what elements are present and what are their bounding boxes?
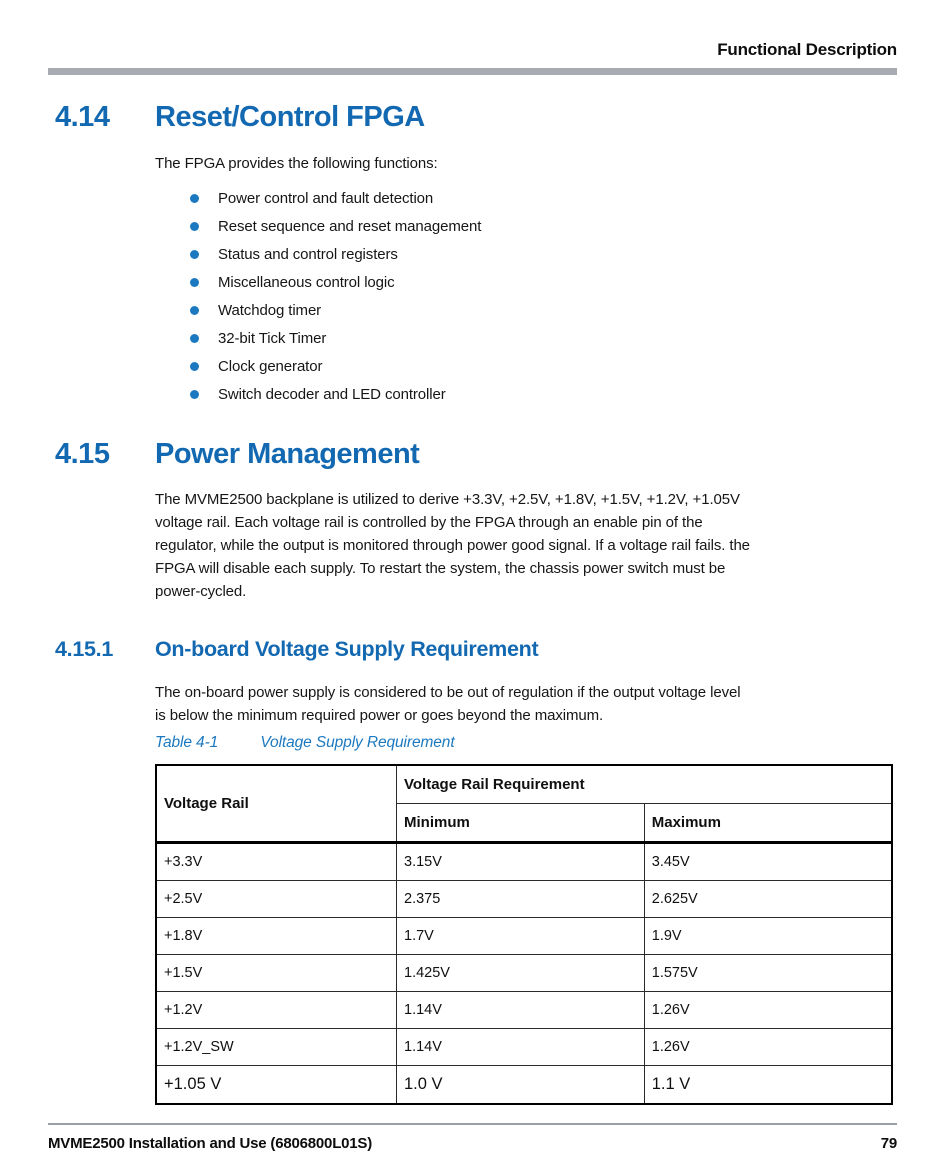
- paragraph-line: is below the minimum required power or goes beyond the maximum.: [155, 707, 604, 724]
- section-title: On-board Voltage Supply Requirement: [155, 637, 539, 661]
- section-heading-4-15-1: [55, 637, 538, 662]
- paragraph-line: The MVME2500 backplane is utilized to derive +3.3V, +2.5V, +1.8V, +1.5V, +1.2V, +1.05V: [155, 491, 740, 508]
- section-title: Reset/Control FPGA: [155, 101, 425, 133]
- cell-voltage-rail: +2.5V: [156, 881, 397, 918]
- bullet-dot-icon: [190, 390, 199, 399]
- table-row: [156, 992, 892, 1029]
- cell-minimum: 1.425V: [397, 955, 645, 992]
- running-header: [48, 40, 897, 60]
- cell-minimum: 1.14V: [397, 1029, 645, 1066]
- header-divider-bar: [48, 68, 897, 75]
- cell-voltage-rail: +1.05 V: [156, 1066, 397, 1105]
- table-header-row: [156, 765, 892, 804]
- list-item: [190, 268, 481, 296]
- list-item-label: Watchdog timer: [218, 301, 322, 319]
- cell-minimum: 2.375: [397, 881, 645, 918]
- page-footer: [48, 1135, 897, 1152]
- list-item: [190, 352, 481, 380]
- table-caption: [155, 734, 455, 752]
- cell-maximum: 2.625V: [644, 881, 892, 918]
- paragraph-line: The on-board power supply is considered to be out of regulation if the output voltage level: [155, 684, 741, 701]
- footer-document-title: MVME2500 Installation and Use (6806800L01S): [48, 1135, 373, 1152]
- table-row: [156, 918, 892, 955]
- cell-maximum: 1.26V: [644, 1029, 892, 1066]
- cell-minimum: 1.7V: [397, 918, 645, 955]
- table-row: [156, 955, 892, 992]
- cell-maximum: 1.26V: [644, 992, 892, 1029]
- bullet-dot-icon: [190, 362, 199, 371]
- list-item: [190, 184, 481, 212]
- column-header-maximum: Maximum: [644, 804, 892, 843]
- column-header-minimum: Minimum: [397, 804, 645, 843]
- voltage-supply-table: [155, 764, 893, 1105]
- bullet-dot-icon: [190, 222, 199, 231]
- fpga-functions-list: [190, 184, 481, 408]
- bullet-dot-icon: [190, 278, 199, 287]
- paragraph-line: voltage rail. Each voltage rail is controlled by the FPGA through an enable pin of the: [155, 514, 703, 531]
- cell-maximum: 1.575V: [644, 955, 892, 992]
- table-row: [156, 1066, 892, 1105]
- list-item-label: Miscellaneous control logic: [218, 273, 395, 291]
- table-row: [156, 843, 892, 881]
- list-item-label: Status and control registers: [218, 245, 398, 263]
- list-item: [190, 212, 481, 240]
- running-header-title: Functional Description: [717, 40, 897, 59]
- table-caption-title: Voltage Supply Requirement: [260, 734, 455, 751]
- cell-voltage-rail: +1.8V: [156, 918, 397, 955]
- bullet-dot-icon: [190, 194, 199, 203]
- cell-maximum: 1.1 V: [644, 1066, 892, 1105]
- cell-minimum: 3.15V: [397, 843, 645, 881]
- section-number: 4.15: [55, 438, 110, 470]
- footer-divider-line: [48, 1123, 897, 1125]
- list-item-label: 32-bit Tick Timer: [218, 329, 327, 347]
- list-item-label: Clock generator: [218, 357, 323, 375]
- list-item-label: Reset sequence and reset management: [218, 217, 482, 235]
- footer-page-number: 79: [880, 1135, 897, 1152]
- table-caption-label: Table 4-1: [155, 734, 219, 751]
- list-item-label: Power control and fault detection: [218, 189, 434, 207]
- cell-voltage-rail: +1.2V_SW: [156, 1029, 397, 1066]
- column-header-voltage-rail: Voltage Rail: [156, 765, 397, 843]
- list-item: [190, 240, 481, 268]
- cell-voltage-rail: +1.5V: [156, 955, 397, 992]
- list-item: [190, 296, 481, 324]
- section-title: Power Management: [155, 438, 420, 470]
- cell-voltage-rail: +3.3V: [156, 843, 397, 881]
- group-header-voltage-rail-requirement: Voltage Rail Requirement: [397, 765, 893, 804]
- cell-voltage-rail: +1.2V: [156, 992, 397, 1029]
- section-number: 4.15.1: [55, 637, 113, 661]
- paragraph-line: FPGA will disable each supply. To restart the system, the chassis power switch must be: [155, 560, 726, 577]
- list-item: [190, 380, 481, 408]
- cell-minimum: 1.14V: [397, 992, 645, 1029]
- table-row: [156, 881, 892, 918]
- bullet-dot-icon: [190, 250, 199, 259]
- bullet-dot-icon: [190, 306, 199, 315]
- cell-maximum: 3.45V: [644, 843, 892, 881]
- section-4-14-intro: The FPGA provides the following functions:: [155, 155, 438, 172]
- paragraph-line: power-cycled.: [155, 583, 247, 600]
- list-item: [190, 324, 481, 352]
- table-row: [156, 1029, 892, 1066]
- bullet-dot-icon: [190, 334, 199, 343]
- section-4-15-1-paragraph: [155, 681, 900, 727]
- section-heading-4-14: [55, 101, 425, 134]
- section-number: 4.14: [55, 101, 110, 133]
- list-item-label: Switch decoder and LED controller: [218, 385, 446, 403]
- cell-maximum: 1.9V: [644, 918, 892, 955]
- section-4-15-paragraph: [155, 488, 900, 603]
- section-heading-4-15: [55, 438, 419, 471]
- cell-minimum: 1.0 V: [397, 1066, 645, 1105]
- paragraph-line: regulator, while the output is monitored through power good signal. If a voltage rail fails. the: [155, 537, 750, 554]
